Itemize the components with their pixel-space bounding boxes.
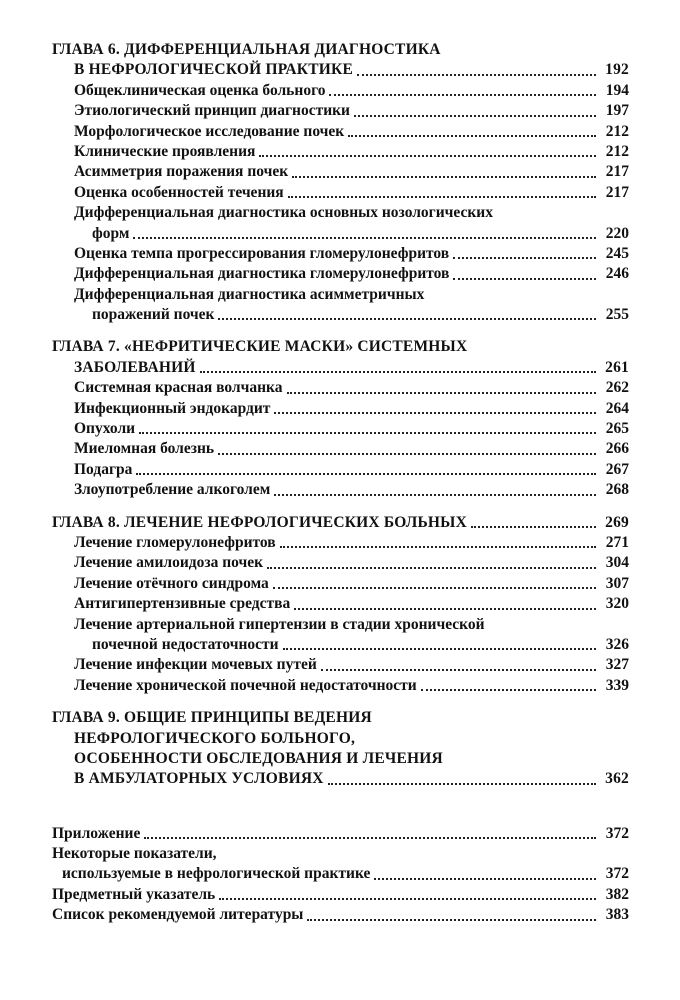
toc-entry	[52, 533, 629, 553]
toc-page-number: 194	[605, 81, 629, 99]
toc-entry-title: Клинические проявления	[74, 142, 256, 160]
toc-entry-title: Список рекомендуемой литературы	[52, 906, 304, 924]
toc-entry	[52, 162, 629, 182]
toc-entry	[52, 399, 629, 419]
toc-entry	[52, 824, 629, 844]
toc-page-number: 217	[605, 183, 629, 201]
toc-entry	[52, 574, 629, 594]
dot-leader	[136, 472, 596, 475]
dot-leader	[453, 277, 596, 280]
toc-entry-title: Оценка темпа прогрессирования гломерулонефритов	[74, 244, 450, 262]
toc-entry	[52, 81, 629, 101]
toc-entry	[52, 101, 629, 121]
dot-leader	[259, 154, 596, 157]
toc-entry-title: Дифференциальная диагностика основных нозологических	[74, 204, 493, 222]
toc-entry-title: форм	[92, 224, 130, 242]
toc-page-number: 265	[605, 420, 629, 438]
toc-entry	[52, 905, 629, 925]
dot-leader	[288, 195, 596, 198]
toc-entry	[52, 655, 629, 675]
dot-leader	[421, 688, 596, 691]
toc-entry-title: Приложение	[52, 824, 141, 842]
toc-page-number: 217	[605, 163, 629, 181]
toc-entry-title: В АМБУЛАТОРНЫХ УСЛОВИЯХ	[74, 770, 324, 788]
toc-entry	[52, 594, 629, 614]
toc-page-number: 246	[605, 265, 629, 283]
toc-entry-title: НЕФРОЛОГИЧЕСКОГО БОЛЬНОГО,	[74, 729, 356, 747]
toc-entry	[52, 676, 629, 696]
toc-page-number: 339	[605, 676, 629, 694]
dot-leader	[374, 877, 596, 880]
toc-entry-title: почечной недостаточности	[92, 635, 279, 653]
toc-entry-title: используемые в нефрологической практике	[62, 865, 371, 883]
dot-leader	[471, 525, 596, 528]
dot-leader	[274, 493, 596, 496]
toc-page-number: 304	[605, 554, 629, 572]
toc-page-number: 372	[605, 824, 629, 842]
toc-entry-title: ГЛАВА 7. «НЕФРИТИЧЕСКИЕ МАСКИ» СИСТЕМНЫХ	[52, 338, 468, 356]
toc-entry-title: Инфекционный эндокардит	[74, 399, 271, 417]
toc-chapter-heading	[52, 708, 629, 728]
toc-entry	[52, 635, 629, 655]
toc-entry	[52, 553, 629, 573]
toc-entry-title: ЗАБОЛЕВАНИЙ	[74, 358, 196, 376]
toc-entry	[52, 885, 629, 905]
toc-page-number: 262	[605, 379, 629, 397]
toc-entry-title: Лечение гломерулонефритов	[74, 533, 276, 551]
toc-chapter-block	[52, 708, 629, 790]
toc-entry-title: Опухоли	[74, 420, 136, 438]
toc-entry-title: Некоторые показатели,	[52, 845, 217, 863]
toc-page-number: 212	[605, 142, 629, 160]
toc-entry-title: поражений почек	[92, 306, 215, 324]
dot-leader	[321, 668, 596, 671]
toc-chapter-block	[52, 513, 629, 697]
toc-chapter-heading	[52, 337, 629, 357]
toc-page-number: 307	[605, 574, 629, 592]
toc-page-number: 220	[605, 224, 629, 242]
dot-leader	[292, 175, 596, 178]
toc-entry-title: Предметный указатель	[52, 885, 216, 903]
dot-leader	[219, 897, 596, 900]
toc-page-number: 266	[605, 440, 629, 458]
dot-leader	[280, 545, 596, 548]
dot-leader	[294, 607, 596, 610]
dot-leader	[287, 391, 597, 394]
section-spacer	[52, 802, 629, 824]
toc-page-number: 362	[605, 770, 629, 788]
dot-leader	[453, 256, 596, 259]
toc-page-number: 192	[605, 61, 629, 79]
toc-chapter-heading	[52, 729, 629, 749]
toc-entry-title: Лечение амилоидоза почек	[74, 554, 264, 572]
toc-entry	[52, 244, 629, 264]
toc-page-number: 264	[605, 399, 629, 417]
dot-leader	[307, 918, 596, 921]
toc-entry-title: Дифференциальная диагностика асимметричных	[74, 285, 425, 303]
toc-page-number: 383	[605, 906, 629, 924]
toc-entry	[52, 183, 629, 203]
toc-back-matter	[52, 824, 629, 926]
toc-entry-title: Морфологическое исследование почек	[74, 122, 345, 140]
toc-entry-title: ОСОБЕННОСТИ ОБСЛЕДОВАНИЯ И ЛЕЧЕНИЯ	[74, 749, 443, 767]
toc-entry-title: Злоупотребление алкоголем	[74, 481, 271, 499]
dot-leader	[273, 586, 596, 589]
toc-entry-title: Лечение инфекции мочевых путей	[74, 656, 317, 674]
dot-leader	[357, 73, 596, 76]
toc-page-number: 268	[605, 481, 629, 499]
toc-entry-title: Лечение артериальной гипертензии в стадии хронической	[74, 615, 485, 633]
toc-entry-title: Подагра	[74, 460, 133, 478]
toc-chapter-heading	[52, 358, 629, 378]
dot-leader	[139, 431, 596, 434]
toc-page-number: 327	[605, 656, 629, 674]
dot-leader	[283, 647, 596, 650]
toc-entry-title: Системная красная волчанка	[74, 379, 283, 397]
toc-entry-title: Асимметрия поражения почек	[74, 163, 289, 181]
toc-entry	[52, 142, 629, 162]
toc-page-number: 269	[605, 513, 629, 531]
toc-chapter-block	[52, 337, 629, 500]
toc-entry	[52, 378, 629, 398]
toc-entry	[52, 480, 629, 500]
dot-leader	[354, 114, 596, 117]
toc-entry	[52, 844, 629, 864]
dot-leader	[144, 836, 596, 839]
toc-entry-title: Лечение отёчного синдрома	[74, 574, 269, 592]
toc-entry	[52, 460, 629, 480]
toc-entry	[52, 224, 629, 244]
toc-entry	[52, 419, 629, 439]
toc-chapter-heading	[52, 40, 629, 60]
toc-entry-title: Лечение хронической почечной недостаточности	[74, 676, 417, 694]
toc-entry	[52, 203, 629, 223]
toc-chapter-block	[52, 40, 629, 325]
toc-entry-title: Дифференциальная диагностика гломерулонефритов	[74, 265, 450, 283]
dot-leader	[328, 782, 596, 785]
toc-page-number: 320	[605, 595, 629, 613]
toc-entry-title: Общеклиническая оценка больного	[74, 81, 326, 99]
toc-entry	[52, 285, 629, 305]
toc-entry-title: ГЛАВА 9. ОБЩИЕ ПРИНЦИПЫ ВЕДЕНИЯ	[52, 709, 372, 727]
toc-page-number: 372	[605, 865, 629, 883]
toc-chapter-heading	[52, 769, 629, 789]
toc-entry-title: Оценка особенностей течения	[74, 183, 284, 201]
toc-chapter-heading	[52, 513, 629, 533]
toc-entry-title: Миеломная болезнь	[74, 440, 215, 458]
toc-page-number: 197	[605, 102, 629, 120]
toc-page-number: 212	[605, 122, 629, 140]
dot-leader	[218, 452, 596, 455]
toc-chapter-heading	[52, 60, 629, 80]
toc-entry	[52, 439, 629, 459]
toc-page-number: 261	[605, 358, 629, 376]
toc-entry	[52, 122, 629, 142]
toc-page-number: 271	[605, 533, 629, 551]
dot-leader	[274, 411, 596, 414]
dot-leader	[133, 236, 596, 239]
toc-entry	[52, 264, 629, 284]
toc-page-number: 326	[605, 635, 629, 653]
toc-entry-title: В НЕФРОЛОГИЧЕСКОЙ ПРАКТИКЕ	[74, 61, 354, 79]
toc-page-number: 245	[605, 244, 629, 262]
toc-chapter-heading	[52, 749, 629, 769]
table-of-contents	[52, 40, 629, 938]
toc-entry	[52, 305, 629, 325]
dot-leader	[267, 566, 596, 569]
toc-page-number: 382	[605, 885, 629, 903]
toc-entry	[52, 864, 629, 884]
toc-entry-title: ГЛАВА 8. ЛЕЧЕНИЕ НЕФРОЛОГИЧЕСКИХ БОЛЬНЫХ	[52, 513, 467, 531]
toc-entry	[52, 615, 629, 635]
toc-page-number: 255	[605, 306, 629, 324]
dot-leader	[329, 93, 596, 96]
toc-entry-title: Антигипертензивные средства	[74, 595, 291, 613]
toc-page-number: 267	[605, 460, 629, 478]
dot-leader	[348, 134, 596, 137]
dot-leader	[200, 370, 596, 373]
dot-leader	[218, 317, 596, 320]
toc-entry-title: ГЛАВА 6. ДИФФЕРЕНЦИАЛЬНАЯ ДИАГНОСТИКА	[52, 41, 441, 58]
toc-entry-title: Этиологический принцип диагностики	[74, 102, 350, 120]
